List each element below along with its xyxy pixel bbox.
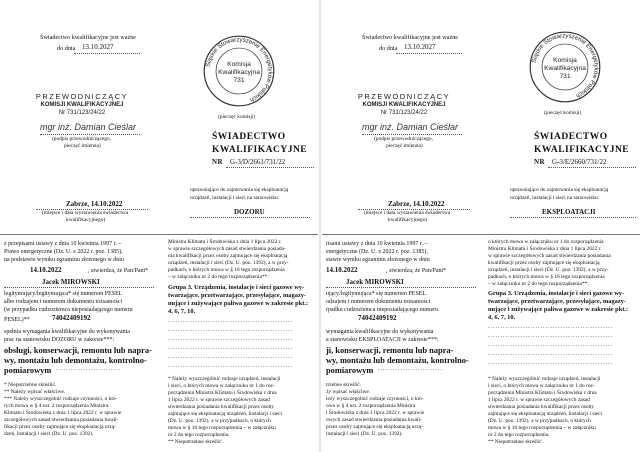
identity-line-1: legitymujący/legitymująca* się numerem PESEL <box>4 291 123 297</box>
col2-footnote-5: stwierdzania posiadania kwalifikacji przez osoby <box>168 404 274 410</box>
pesel-number: 74042409192 <box>358 314 397 322</box>
fulfil-line-1: wymagania kwalifikacyjne do wykonywania <box>326 329 434 335</box>
group-line-1: Grupa 3. Urządzenia, instalacje i sieci gazowe wy- <box>168 284 305 291</box>
issue-place-date: Zabrze, 14.10.2022 <box>66 200 123 208</box>
dotted-fill-2: .................................................. <box>168 327 293 333</box>
seal-center-line-1: Komisja <box>227 60 251 68</box>
holder-name: Jacek MIROWSKI <box>42 278 100 286</box>
group-line-4: 4, 6, 7, 10. <box>168 308 196 315</box>
col2-line-5: urządzeń, instalacji i sieci (Dz. U. poz. 1392), a w przy- <box>488 267 609 273</box>
footnote-3: leży wyszczególnić rodzaje czynności, o któ- <box>326 396 424 402</box>
dotted-fill-2: .................................................. <box>488 333 613 339</box>
position-name: EKSPLOATACJI <box>542 208 596 216</box>
chairman-stamp-org: KOMISJI KWALIFIKACYJNEJ <box>362 102 446 108</box>
validity-label: Świadectwo kwalifikacyjne jest ważne <box>40 34 137 41</box>
nr-line <box>548 167 636 168</box>
commission-seal <box>528 30 602 104</box>
legal-basis-1: z przepisami ustawy z dnia 10 kwietnia 1997 r. – <box>4 241 122 247</box>
certificate-number: G-3/E/2660/731/22 <box>552 158 607 166</box>
col2-line-6: – w załączniku nr 2 do tego rozporządzenia**: <box>168 274 269 280</box>
scope-fill-dots: .......................... <box>56 366 121 372</box>
place-caption-1: (miejsce i data wystawienia świadectwa <box>364 210 451 216</box>
legal-basis-3: na podstawie wyniku egzaminu złożonego w dniu <box>4 257 124 263</box>
nr-line <box>226 167 314 168</box>
identity-line-2: albo rodzajem i numerem dokumentu tożsamości <box>4 299 123 305</box>
col2-footnote-3: porządzenia Ministra Klimatu i Środowiska z dnia <box>168 390 277 396</box>
signature-line <box>362 134 462 135</box>
certificate-title-2: KWALIFIKACYJNE <box>212 145 308 155</box>
validity-prefix: do dnia <box>379 45 398 52</box>
col2-footnote-10: ** Niepotrzebne skreślić. <box>168 439 223 445</box>
seal-center-line-3: 731 <box>233 77 245 85</box>
dotted-fill-3: .................................................. <box>168 336 293 342</box>
issue-place-date: Zabrze, 14.10.2022 <box>388 200 445 208</box>
signature-line <box>40 134 140 135</box>
footnote-2: ** Należy wpisać właściwe. <box>4 389 66 395</box>
col2-footnote-7: (Dz. U. poz. 1392), a w przypadkach, o których <box>488 418 591 424</box>
group-line-3: nujące i zużywające paliwa gazowe w zakresie pkt.: <box>488 306 629 313</box>
position-line <box>510 217 636 218</box>
position-line <box>190 217 310 218</box>
col2-line-1: Ministra Klimatu i Środowiska z dnia 1 lipca 2022 r. <box>168 239 282 245</box>
col2-line-5: padkach, o których mowa w § 16 tego rozporządzenia <box>168 267 285 273</box>
pesel-label: PESEL)** <box>4 317 30 323</box>
signature-caption-1: (podpis przewodniczącego, <box>52 136 111 142</box>
fulfil-line-2: prac na stanowisku DOZORU w zakresie***: <box>4 337 115 343</box>
footnote-7: fikacji przez osoby zajmujące się eksploatacją urzą- <box>4 424 116 430</box>
exam-date: 14.10.2022 <box>326 266 358 274</box>
holder-name: Jacek MIROWSKI <box>346 278 404 286</box>
identity-line-3: (w przypadku cudzoziemca nieposiadającego numeru <box>4 307 133 313</box>
col2-footnote-6: zajmujące się eksploatacją urządzeń, instalacji i sieci <box>488 411 603 417</box>
group-line-2: twarzające, przetwarzające, przesyłające, magazy- <box>168 292 307 299</box>
footnote-8: instalacji i sieci (Dz. U. poz. 1392). <box>326 431 403 437</box>
scope-line-2: wy, montażu lub demontażu, kontrolno- <box>326 356 469 365</box>
certificate-number: G-3/D/2661/731/22 <box>230 158 286 166</box>
col2-footnote-2: i sieci, o których mowa w załączniku nr 1 do roz- <box>488 383 595 389</box>
seal-caption: (pieczęć komisji) <box>544 110 582 116</box>
col2-footnote-6: zajmujące się eksploatacją urządzeń, instalacji i sieci <box>168 411 283 417</box>
dotted-fill-3: .................................................. <box>488 342 613 348</box>
validity-line <box>74 53 140 54</box>
place-caption-2: kwalifikacyjnego) <box>66 217 106 223</box>
seal-center-line-2: Kwalifikacyjna <box>218 68 260 76</box>
col2-footnote-9: nr 2 do tego rozporządzenia. <box>168 432 230 438</box>
footnote-1: trzebne skreślić. <box>326 382 362 388</box>
footnote-8: dzeń, instalacji i sieci (Dz. U. poz. 1392). <box>4 431 94 437</box>
authorization-line-2: urządzeń, instalacji i sieci na stanowisku: <box>190 195 280 201</box>
col2-footnote-5: stwierdzania posiadania kwalifikacji przez osoby <box>488 404 594 410</box>
footnote-6: owych zasad stwierdzania posiadania kwali- <box>326 417 422 423</box>
chairman-stamp-title: PRZEWODNICZĄCY <box>357 92 451 101</box>
page-divider <box>319 0 321 452</box>
signature-caption-2: pieczęć imienna) <box>386 143 423 149</box>
legal-basis-2: Prawo energetyczne (Dz. U. z 2022 r. poz. 1385), <box>4 249 123 255</box>
col2-footnote-2: i sieci, o których mowa w załączniku nr 1 do roz- <box>168 383 275 389</box>
footnote-1: * Niepotrzebne skreślić. <box>4 382 57 388</box>
signature-caption-1: (podpis przewodniczącego, <box>374 136 433 142</box>
authorization-line-2: urządzeń, instalacji i sieci na stanowisku: <box>510 195 600 201</box>
certificate-eksploatacji <box>322 0 640 452</box>
seal-ring-text: Śląskie Stowarzyszenie Energetyków Polskich <box>205 37 273 103</box>
position-name: DOZORU <box>234 208 265 216</box>
footnote-3: *** Należy wyszczególnić rodzaje czynności, o któ- <box>4 396 118 402</box>
validity-label: Świadectwo kwalifikacyjne jest ważne <box>362 34 459 41</box>
legal-basis-1: iisami ustawy z dnia 10 kwietnia 1997 r. – <box>326 241 428 247</box>
chairman-stamp-title: PRZEWODNICZĄCY <box>35 92 129 101</box>
certificate-title-1: ŚWIADECTWO <box>212 132 286 142</box>
seal-caption: (pieczęć komisji) <box>218 114 256 120</box>
dotted-fill-1: .................................................. <box>168 318 293 324</box>
dotted-fill-4: .................................................. <box>168 345 293 351</box>
col2-footnote-4: 1 lipca 2022 r. w sprawie szczegółowych zasad <box>488 397 590 403</box>
group-line-2: twarzające, przetwarzające, przesyłające, magazy- <box>488 298 627 305</box>
scope-line-1: obsługi, konserwacji, remontu lub napra- <box>4 346 152 355</box>
col2-line-2: w sprawie szczegółowych zasad stwierdzania posiada- <box>168 246 286 252</box>
col2-footnote-7: (Dz. U. poz. 1392), a w przypadkach, o których <box>168 418 271 424</box>
name-line <box>326 287 476 288</box>
certificate-dozoru <box>0 0 318 452</box>
col2-line-2: Ministra Klimatu i Środowiska z dnia 1 lipca 2022 r. <box>488 246 602 252</box>
scope-line-1: ji, konserwacji, remontu lub napra- <box>326 346 454 355</box>
footnote-4: rych mowa w § 4 ust. 2 rozporządzenia Ministra <box>4 403 109 409</box>
seal-ring-text: Śląskie Stowarzyszenie Energetyków Polskich <box>531 33 599 99</box>
exam-date: 14.10.2022 <box>30 266 62 274</box>
identity-line-2: odzajem i numerem dokumentu tożsamości <box>326 299 431 305</box>
scope-line-3: pomiarowym <box>4 366 52 375</box>
certificate-nr-label: NR <box>212 158 224 166</box>
col2-line-3: w sprawie szczegółowych zasad stwierdzania posiadania <box>488 253 611 259</box>
footnote-7: przez osoby zajmujące się eksploatacją urzą- <box>326 424 423 430</box>
legal-basis-3: stawie wyniku egzaminu złożonego w dniu <box>326 257 430 263</box>
fulfil-line-1: spełnia wymagania kwalifikacyjne do wykonywania <box>4 329 130 335</box>
place-caption-1: (miejsce i data wystawienia świadectwa <box>42 210 129 216</box>
col2-line-3: nia kwalifikacji przez osoby zajmujące się eksploatacją <box>168 253 288 259</box>
dotted-fill-4: .................................................. <box>488 351 613 357</box>
dotted-fill-5: .................................................. <box>168 354 293 360</box>
col2-footnote-1: * Należy wyszczególnić rodzaje urządzeń, instalacji <box>168 376 281 382</box>
certificate-nr-label: NR <box>534 158 546 166</box>
col2-footnote-4: 1 lipca 2022 r. w sprawie szczegółowych zasad <box>168 397 270 403</box>
footnote-2: ży wpisać właściwe. <box>326 389 371 395</box>
signature-caption-2: pieczęć imienna) <box>64 143 101 149</box>
commission-seal <box>202 34 276 108</box>
col2-line-7: – w załączniku nr 2 do tego rozporządzenia**: <box>488 281 589 287</box>
footnote-5: i Środowiska z dnia 1 lipca 2022 r. w sprawie <box>326 410 425 416</box>
dotted-fill-5: .................................................. <box>488 360 613 366</box>
col2-line-6: padkach, o których mowa w § 16 tego rozporządzenia <box>488 274 605 280</box>
col2-line-4: kwalifikacji przez osoby zajmujące się eksploatacją <box>488 260 600 266</box>
footnote-6: szczegółowych zasad stwierdzania posiadania kwali- <box>4 417 119 423</box>
group-line-4: 4, 6, 7, 10. <box>488 314 516 321</box>
seal-center-line-2: Kwalifikacyjna <box>544 64 586 72</box>
dotted-fill-1: .................................................. <box>488 324 613 330</box>
legal-basis-2: energetyczne (Dz. U. z 2022 r. poz. 1385), <box>326 249 428 255</box>
col2-line-4: urządzeń, instalacji i sieci (Dz. U. poz. 1392), a w przy- <box>168 260 289 266</box>
fulfil-line-2: a stanowisku EKSPLOATACJI w zakresie***: <box>326 337 439 343</box>
stated-suffix: , stwierdza, że Pan/Pani* <box>386 268 447 274</box>
authorization-line-1: uprawniające do zajmowania się eksploatacją <box>190 187 289 193</box>
footnote-5: Klimatu i Środowiska z dnia 1 lipca 2022 r. w sprawie <box>4 410 122 416</box>
identity-line-3: rpadku cudzoziemca nieposiadającego numeru <box>326 307 439 313</box>
certificate-title-1: ŚWIADECTWO <box>534 132 608 142</box>
col2-footnote-8: mowa w § 16 tego rozporządzenia – w załączniku <box>168 425 276 431</box>
col2-footnote-1: * Należy wyszczególnić rodzaje urządzeń, instalacji <box>488 376 601 382</box>
authorization-line-1: uprawniające do zajmowania się eksploatacją <box>510 187 609 193</box>
chairman-stamp-number: Nr 731/123/24/22 <box>58 110 106 116</box>
group-line-3: nujące i zużywające paliwa gazowe w zakresie pkt.: <box>168 300 309 307</box>
col2-line-1: o których mowa w załączniku nr 1 do rozporządzenia <box>488 239 604 245</box>
group-line-1: Grupa 3. Urządzenia, instalacje i sieci gazowe wy- <box>488 290 625 297</box>
col2-footnote-8: mowa w § 16 tego rozporządzenia – w załączniku <box>488 425 596 431</box>
certificate-title-2: KWALIFIKACYJNE <box>534 145 630 155</box>
footnote-4: owa w § 4 ust. 2 rozporządzenia Ministra <box>326 403 416 409</box>
col2-footnote-3: porządzenia Ministra Klimatu i Środowiska z dnia <box>488 390 597 396</box>
place-caption-2: kwalifikacyjnego) <box>388 217 428 223</box>
col2-footnote-10: ** Niepotrzebne skreślić. <box>488 439 543 445</box>
name-line <box>4 287 154 288</box>
scope-fill-dots: .......................... <box>378 366 443 372</box>
scope-line-3: pomiarowym <box>326 366 374 375</box>
scope-line-2: wy, montażu lub demontażu, kontrolno- <box>4 356 147 365</box>
validity-line <box>396 53 462 54</box>
identity-line-1: ujący/legitymująca* się numerem PESEL <box>326 291 427 297</box>
stated-suffix: , stwierdza, że Pan/Pani* <box>88 268 149 274</box>
chairman-stamp-org: KOMISJI KWALIFIKACYJNEJ <box>40 102 124 108</box>
validity-date: 13.10.2027 <box>404 43 436 51</box>
chairman-stamp-number: Nr 731/123/24/22 <box>380 110 428 116</box>
col2-footnote-9: nr 2 do tego rozporządzenia. <box>488 432 550 438</box>
validity-date: 13.10.2027 <box>82 43 114 51</box>
seal-center-line-3: 731 <box>559 73 571 81</box>
chairman-signature: mgr inż. Damian Cieślar <box>362 122 459 132</box>
fold-line <box>0 234 318 235</box>
fold-line <box>322 234 640 235</box>
dotted-fill-6: .................................................. <box>168 363 293 369</box>
seal-center-line-1: Komisja <box>553 56 577 64</box>
pesel-number: 74042409192 <box>52 314 91 322</box>
chairman-signature: mgr inż. Damian Cieślar <box>40 122 137 132</box>
validity-prefix: do dnia <box>57 45 76 52</box>
